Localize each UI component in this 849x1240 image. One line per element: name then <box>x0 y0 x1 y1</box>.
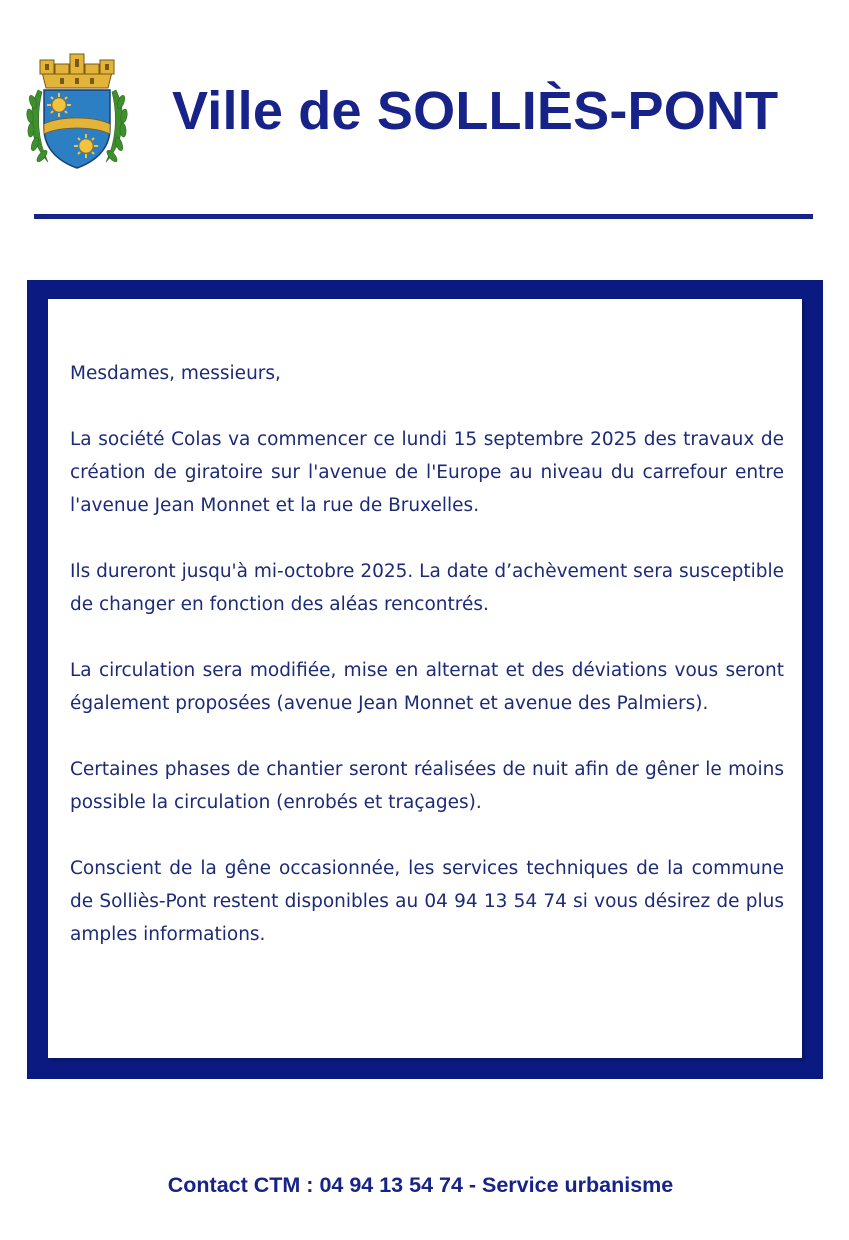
notice-letter <box>70 357 784 951</box>
paragraph-traffic: La circulation sera modifiée, mise en alternat et des déviations vous seront également proposées (avenue Jean Monnet et avenue des Palmiers). <box>70 660 784 714</box>
paragraph-contact: Conscient de la gêne occasionnée, les services techniques de la commune de Solliès-Pont restent disponibles au 04 94 13 54 74 si vous désirez de plus amples informations. <box>70 858 784 945</box>
page-title: Ville de SOLLIÈS-PONT <box>172 81 779 141</box>
salutation: Mesdames, messieurs, <box>70 363 281 384</box>
paragraph-duration: Ils dureront jusqu'à mi-octobre 2025. La date d’achèvement sera susceptible de changer en fonction des aléas rencontrés. <box>70 561 784 615</box>
paragraph-works: La société Colas va commencer ce lundi 15 septembre 2025 des travaux de création de giratoire sur l'avenue de l'Europe au niveau du carrefour entre l'avenue Jean Monnet et la rue de Bruxelles. <box>70 429 784 516</box>
footer-contact: Contact CTM : 04 94 13 54 74 - Service urbanisme <box>167 1173 674 1197</box>
header-divider <box>34 214 813 219</box>
paragraph-night-work: Certaines phases de chantier seront réalisées de nuit afin de gêner le moins possible la circulation (enrobés et traçages). <box>70 759 784 813</box>
town-crest-icon <box>24 50 130 176</box>
